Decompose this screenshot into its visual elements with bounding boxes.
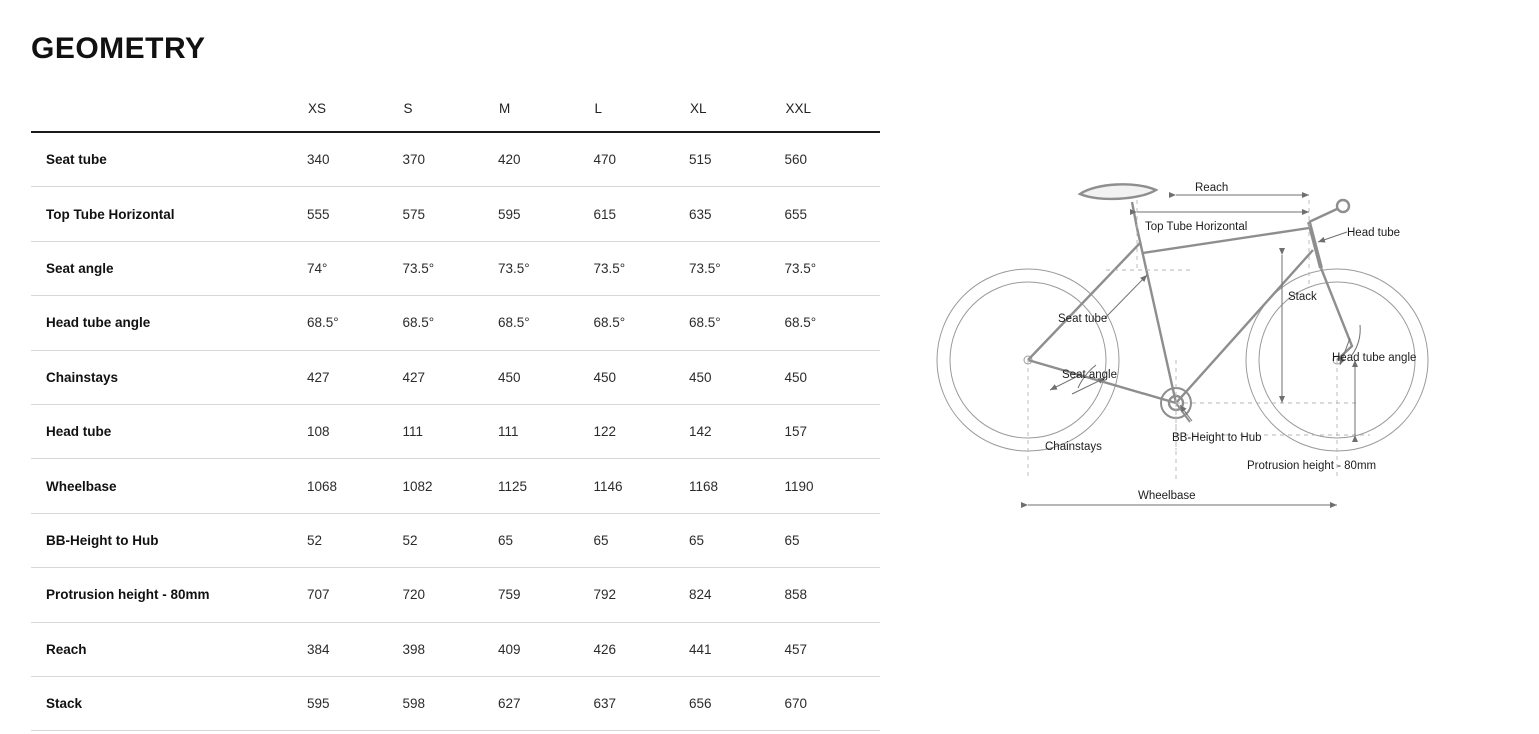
cell-l: 450 bbox=[594, 350, 690, 404]
column-header-xl: XL bbox=[689, 85, 785, 132]
cell-s: 720 bbox=[403, 568, 499, 622]
table-row bbox=[31, 676, 880, 730]
cell-xs: 52 bbox=[307, 513, 403, 567]
cell-xxl: 68.5° bbox=[785, 296, 881, 350]
cell-xxl: 450 bbox=[785, 350, 881, 404]
column-header-xxl: XXL bbox=[785, 85, 881, 132]
cell-xs: 384 bbox=[307, 622, 403, 676]
cell-xs: 427 bbox=[307, 350, 403, 404]
cell-s: 370 bbox=[403, 132, 499, 187]
cell-xl: 65 bbox=[689, 513, 785, 567]
row-label: Wheelbase bbox=[31, 459, 307, 513]
cell-m: 759 bbox=[498, 568, 594, 622]
cell-m: 420 bbox=[498, 132, 594, 187]
head-tube-angle-arc bbox=[1352, 325, 1360, 355]
cell-m: 627 bbox=[498, 676, 594, 730]
label-wheelbase: Wheelbase bbox=[1138, 490, 1196, 502]
cell-xs: 1068 bbox=[307, 459, 403, 513]
cell-xxl: 157 bbox=[785, 404, 881, 458]
cell-l: 615 bbox=[594, 187, 690, 241]
cell-l: 470 bbox=[594, 132, 690, 187]
row-label: Head tube bbox=[31, 404, 307, 458]
label-protrusion-height: Protrusion height - 80mm bbox=[1247, 460, 1377, 472]
label-stack: Stack bbox=[1288, 291, 1317, 303]
label-reach: Reach bbox=[1195, 182, 1229, 194]
cell-xl: 441 bbox=[689, 622, 785, 676]
cell-xxl: 670 bbox=[785, 676, 881, 730]
table-row bbox=[31, 622, 880, 676]
geometry-diagram bbox=[900, 150, 1520, 550]
column-header-label bbox=[31, 85, 307, 132]
cell-s: 73.5° bbox=[403, 241, 499, 295]
cell-xl: 515 bbox=[689, 132, 785, 187]
label-head-tube: Head tube bbox=[1347, 227, 1401, 239]
cell-xxl: 1190 bbox=[785, 459, 881, 513]
cell-xl: 68.5° bbox=[689, 296, 785, 350]
row-label: Head tube angle bbox=[31, 296, 307, 350]
cell-xl: 142 bbox=[689, 404, 785, 458]
label-chainstays: Chainstays bbox=[1045, 441, 1102, 453]
label-top-tube-horizontal: Top Tube Horizontal bbox=[1145, 221, 1248, 233]
cell-m: 65 bbox=[498, 513, 594, 567]
cell-s: 427 bbox=[403, 350, 499, 404]
table-header bbox=[31, 85, 880, 132]
cell-xs: 595 bbox=[307, 676, 403, 730]
column-header-m: M bbox=[498, 85, 594, 132]
cell-l: 792 bbox=[594, 568, 690, 622]
cell-l: 68.5° bbox=[594, 296, 690, 350]
cell-xxl: 457 bbox=[785, 622, 881, 676]
cell-s: 52 bbox=[403, 513, 499, 567]
cell-xs: 108 bbox=[307, 404, 403, 458]
cell-xxl: 65 bbox=[785, 513, 881, 567]
cell-l: 637 bbox=[594, 676, 690, 730]
row-label: Chainstays bbox=[31, 350, 307, 404]
row-label: Reach bbox=[31, 622, 307, 676]
column-header-l: L bbox=[594, 85, 690, 132]
cell-xxl: 858 bbox=[785, 568, 881, 622]
row-label: Stack bbox=[31, 676, 307, 730]
cell-xl: 656 bbox=[689, 676, 785, 730]
cell-m: 595 bbox=[498, 187, 594, 241]
table-row bbox=[31, 350, 880, 404]
dimension-arrows bbox=[1028, 195, 1355, 505]
label-head-tube-angle: Head tube angle bbox=[1332, 352, 1417, 364]
cell-m: 68.5° bbox=[498, 296, 594, 350]
cell-xs: 340 bbox=[307, 132, 403, 187]
cell-s: 598 bbox=[403, 676, 499, 730]
cell-xs: 707 bbox=[307, 568, 403, 622]
label-seat-angle: Seat angle bbox=[1062, 369, 1117, 381]
cell-xs: 68.5° bbox=[307, 296, 403, 350]
table-row bbox=[31, 132, 880, 187]
cell-l: 65 bbox=[594, 513, 690, 567]
column-header-s: S bbox=[403, 85, 499, 132]
label-seat-tube: Seat tube bbox=[1058, 313, 1108, 325]
cell-l: 73.5° bbox=[594, 241, 690, 295]
cell-l: 122 bbox=[594, 404, 690, 458]
table-row bbox=[31, 404, 880, 458]
cell-l: 426 bbox=[594, 622, 690, 676]
row-label: Protrusion height - 80mm bbox=[31, 568, 307, 622]
row-label: Top Tube Horizontal bbox=[31, 187, 307, 241]
table-row bbox=[31, 513, 880, 567]
table-header-row bbox=[31, 85, 880, 132]
cell-m: 450 bbox=[498, 350, 594, 404]
seat-tube-leader bbox=[1105, 275, 1147, 318]
label-bb-height-to-hub: BB-Height to Hub bbox=[1172, 432, 1262, 444]
cell-s: 575 bbox=[403, 187, 499, 241]
cell-xxl: 655 bbox=[785, 187, 881, 241]
table-row bbox=[31, 296, 880, 350]
cell-xxl: 73.5° bbox=[785, 241, 881, 295]
geometry-table bbox=[31, 85, 880, 731]
cell-m: 409 bbox=[498, 622, 594, 676]
cell-l: 1146 bbox=[594, 459, 690, 513]
table-row bbox=[31, 459, 880, 513]
handlebar bbox=[1309, 200, 1349, 222]
cell-xl: 1168 bbox=[689, 459, 785, 513]
cell-xs: 555 bbox=[307, 187, 403, 241]
table-row bbox=[31, 187, 880, 241]
cell-xs: 74° bbox=[307, 241, 403, 295]
geometry-table-wrapper bbox=[31, 85, 880, 731]
column-header-xs: XS bbox=[307, 85, 403, 132]
row-label: Seat tube bbox=[31, 132, 307, 187]
cell-xl: 450 bbox=[689, 350, 785, 404]
cell-xxl: 560 bbox=[785, 132, 881, 187]
table-row bbox=[31, 241, 880, 295]
cell-m: 1125 bbox=[498, 459, 594, 513]
table-row bbox=[31, 568, 880, 622]
cell-xl: 635 bbox=[689, 187, 785, 241]
row-label: BB-Height to Hub bbox=[31, 513, 307, 567]
cell-s: 111 bbox=[403, 404, 499, 458]
cell-m: 73.5° bbox=[498, 241, 594, 295]
page-title: GEOMETRY bbox=[31, 32, 206, 65]
head-tube-leader bbox=[1318, 232, 1347, 242]
cell-xl: 73.5° bbox=[689, 241, 785, 295]
cell-xl: 824 bbox=[689, 568, 785, 622]
cell-s: 68.5° bbox=[403, 296, 499, 350]
cell-s: 1082 bbox=[403, 459, 499, 513]
table-body bbox=[31, 132, 880, 731]
row-label: Seat angle bbox=[31, 241, 307, 295]
cell-m: 111 bbox=[498, 404, 594, 458]
cell-s: 398 bbox=[403, 622, 499, 676]
